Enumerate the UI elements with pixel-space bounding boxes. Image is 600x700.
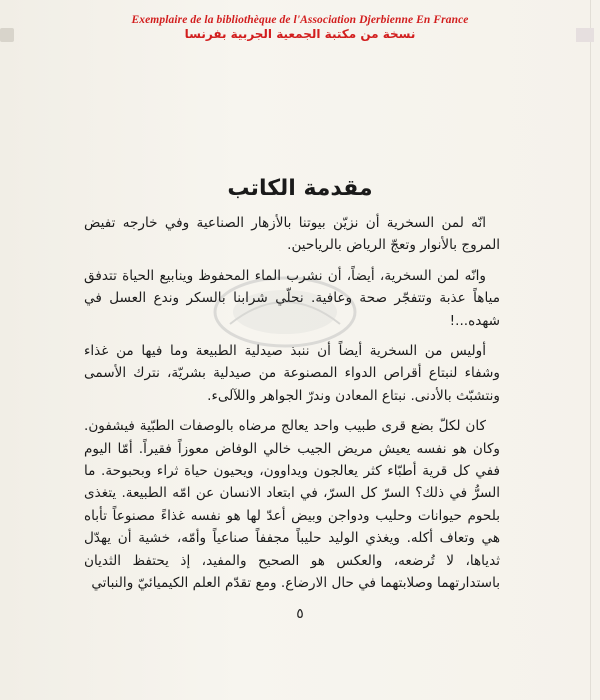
paragraph-1: انّه لمن السخرية أن نزيّن بيوتنا بالأزهار الصناعية وفي خارجه تفيض المروج بالأنوار وتعجّ الرياض بالرياحين.	[84, 215, 500, 254]
stamp-french-text: Exemplaire de la bibliothèque de l'Association Djerbienne En France	[131, 14, 469, 26]
page-number: ٥	[296, 606, 304, 622]
scan-edge-line	[590, 0, 591, 700]
paragraph-2: وانّه لمن السخرية، أيضاً، أن نشرب الماء المحفوظ وينابيع الحياة تتدفق مياهاً عذبة وتتفجّر صحة وعافية. نحلّي شرابنا بالسكر وندع العسل في شهده...!	[84, 267, 500, 329]
preface-body	[84, 212, 500, 603]
stamp-arabic-text: نسخة من مكتبة الجمعية الجربية بفرنسا	[184, 27, 416, 41]
page-title: مقدمة الكاتب	[227, 176, 373, 201]
paragraph-3: أوليس من السخرية أيضاً أن ننبذ صيدلية الطبيعة وما فيها من غذاء وشفاء لنبتاع أقراص الدواء المصنوعة من صيدلية بشريّة، نترك الأسمى ونتشبّث بالأدنى. نبتاع المعادن وندرّ الجواهر واللآلىء.	[84, 343, 500, 404]
library-stamp	[0, 14, 600, 41]
paragraph-4: كان لكلّ بضع قرى طبيب واحد يعالج مرضاه بالوصفات الطبّية فيشفون. وكان هو نفسه يعيش مريض الجيب خالي الوفاض معوزاً فقيراً. أمّا اليوم ففي كل قرية أطبّاء كثر يعالجون ويداوون، ويحيون حياة ثراء وبحبوحة. ما السرُّ في ذلك؟ السرّ كل السرّ، في ابتعاد الانسان عن امّه الطبيعة. يتغذى بلحوم حيوانات وحليب ودواجن وبيض أعدّ لها هو نفسه غذاءً مصنوعاً تأباه هي وتعاف أكله. ويغذي الوليد حليباً مجففاً صناعياً وأمّه، خشية أن يهدّل ثدياها، لا تُرضعه، والعكس هو الصحيح والمفيد، إذ يحتفظ الثديان باستدارتهما وصلابتهما في حال الارضاع. ومع تقدّم العلم الكيميائيّ والنباتي	[84, 418, 500, 592]
